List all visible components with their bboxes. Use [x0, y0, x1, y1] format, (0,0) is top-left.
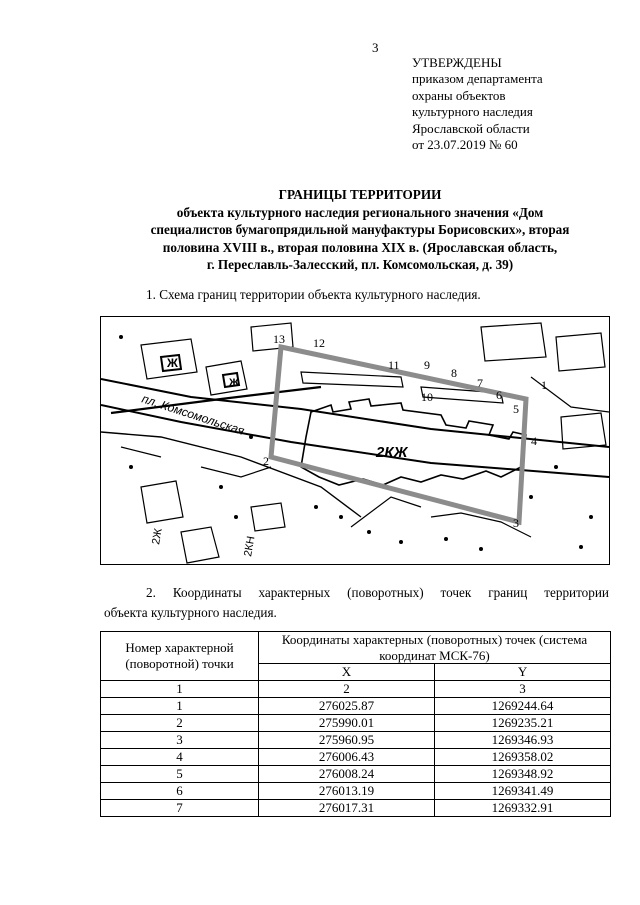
coord-x: 275960.95 — [259, 731, 435, 748]
point-label-7: 7 — [477, 376, 483, 390]
approval-stamp — [412, 55, 543, 153]
coord-y: 1269244.64 — [435, 697, 611, 714]
point-number: 7 — [101, 799, 259, 816]
title-line: г. Переславль-Залесский, пл. Комсомольская, д. 39) — [206, 257, 514, 272]
coord-x: 276017.31 — [259, 799, 435, 816]
coord-y: 1269235.21 — [435, 714, 611, 731]
title-heading: ГРАНИЦЫ ТЕРРИТОРИИ — [278, 187, 442, 202]
coord-y: 1269332.91 — [435, 799, 611, 816]
approval-line: Ярославской области — [412, 120, 530, 136]
header-point-number: Номер характерной (поворотной) точки — [101, 632, 259, 681]
coord-y: 1269358.02 — [435, 748, 611, 765]
approval-line: УТВЕРЖДЕНЫ — [412, 55, 502, 70]
point-number: 1 — [101, 697, 259, 714]
approval-line: от 23.07.2019 № 60 — [412, 137, 518, 153]
table-row — [101, 697, 611, 714]
column-number: 3 — [435, 680, 611, 697]
point-number: 4 — [101, 748, 259, 765]
map-label-2kn: 2КН — [242, 535, 258, 558]
street-label: пл. Комсомольская — [140, 391, 247, 438]
header-coordinates: Координаты характерных (поворотных) точек (система координат МСК-76) — [259, 632, 611, 664]
coord-x: 276006.43 — [259, 748, 435, 765]
coord-x: 276025.87 — [259, 697, 435, 714]
table-row — [101, 731, 611, 748]
coord-y: 1269348.92 — [435, 765, 611, 782]
header-x: X — [259, 664, 435, 681]
point-number: 3 — [101, 731, 259, 748]
column-number: 1 — [101, 680, 259, 697]
section-2-caption — [104, 583, 609, 623]
boundary-scheme-map — [100, 316, 610, 565]
table-row — [101, 799, 611, 816]
point-number: 6 — [101, 782, 259, 799]
map-label-zh: Ж — [229, 377, 239, 389]
coordinates-table — [100, 631, 611, 817]
section-1-caption: 1. Схема границ территории объекта культурного наследия. — [146, 287, 481, 302]
point-label-12: 12 — [313, 336, 325, 350]
map-drawing — [101, 317, 609, 564]
point-number: 2 — [101, 714, 259, 731]
document-title — [80, 186, 640, 274]
table-row — [101, 782, 611, 799]
map-label-zh: Ж — [167, 356, 178, 370]
approval-line: культурного наследия — [412, 104, 533, 120]
coord-x: 275990.01 — [259, 714, 435, 731]
point-number: 5 — [101, 765, 259, 782]
title-line: половина XVIII в., вторая половина XIX в. (Ярославская область, — [162, 239, 558, 255]
section-2-line: объекта культурного наследия. — [104, 605, 277, 620]
page-number: 3 — [372, 40, 379, 55]
point-label-8: 8 — [451, 366, 457, 380]
point-label-11: 11 — [388, 358, 400, 372]
header-y: Y — [435, 664, 611, 681]
point-label-13: 13 — [273, 332, 285, 346]
table-row — [101, 765, 611, 782]
point-label-5: 5 — [513, 402, 519, 416]
point-label-1: 1 — [541, 378, 547, 392]
point-label-10: 10 — [421, 390, 433, 404]
table-row — [101, 714, 611, 731]
coord-y: 1269341.49 — [435, 782, 611, 799]
point-label-6: 6 — [496, 388, 502, 402]
point-label-2: 2 — [263, 454, 269, 468]
approval-line: приказом департамента — [412, 71, 543, 87]
point-label-3: 3 — [513, 516, 519, 530]
building-label: 2КЖ — [376, 444, 408, 461]
point-label-9: 9 — [424, 358, 430, 372]
approval-line: охраны объектов — [412, 87, 506, 103]
map-label-2zh: 2Ж — [150, 527, 165, 546]
table-row — [101, 748, 611, 765]
column-number: 2 — [259, 680, 435, 697]
title-line: специалистов бумагопрядильной мануфактуры Борисовских», вторая — [150, 222, 570, 237]
coord-x: 276013.19 — [259, 782, 435, 799]
coord-x: 276008.24 — [259, 765, 435, 782]
point-label-4: 4 — [531, 434, 537, 448]
section-2-line: 2. Координаты характерных (поворотных) точек границ территории — [146, 585, 609, 600]
coord-y: 1269346.93 — [435, 731, 611, 748]
title-line: объекта культурного наследия регионального значения «Дом — [176, 204, 544, 220]
